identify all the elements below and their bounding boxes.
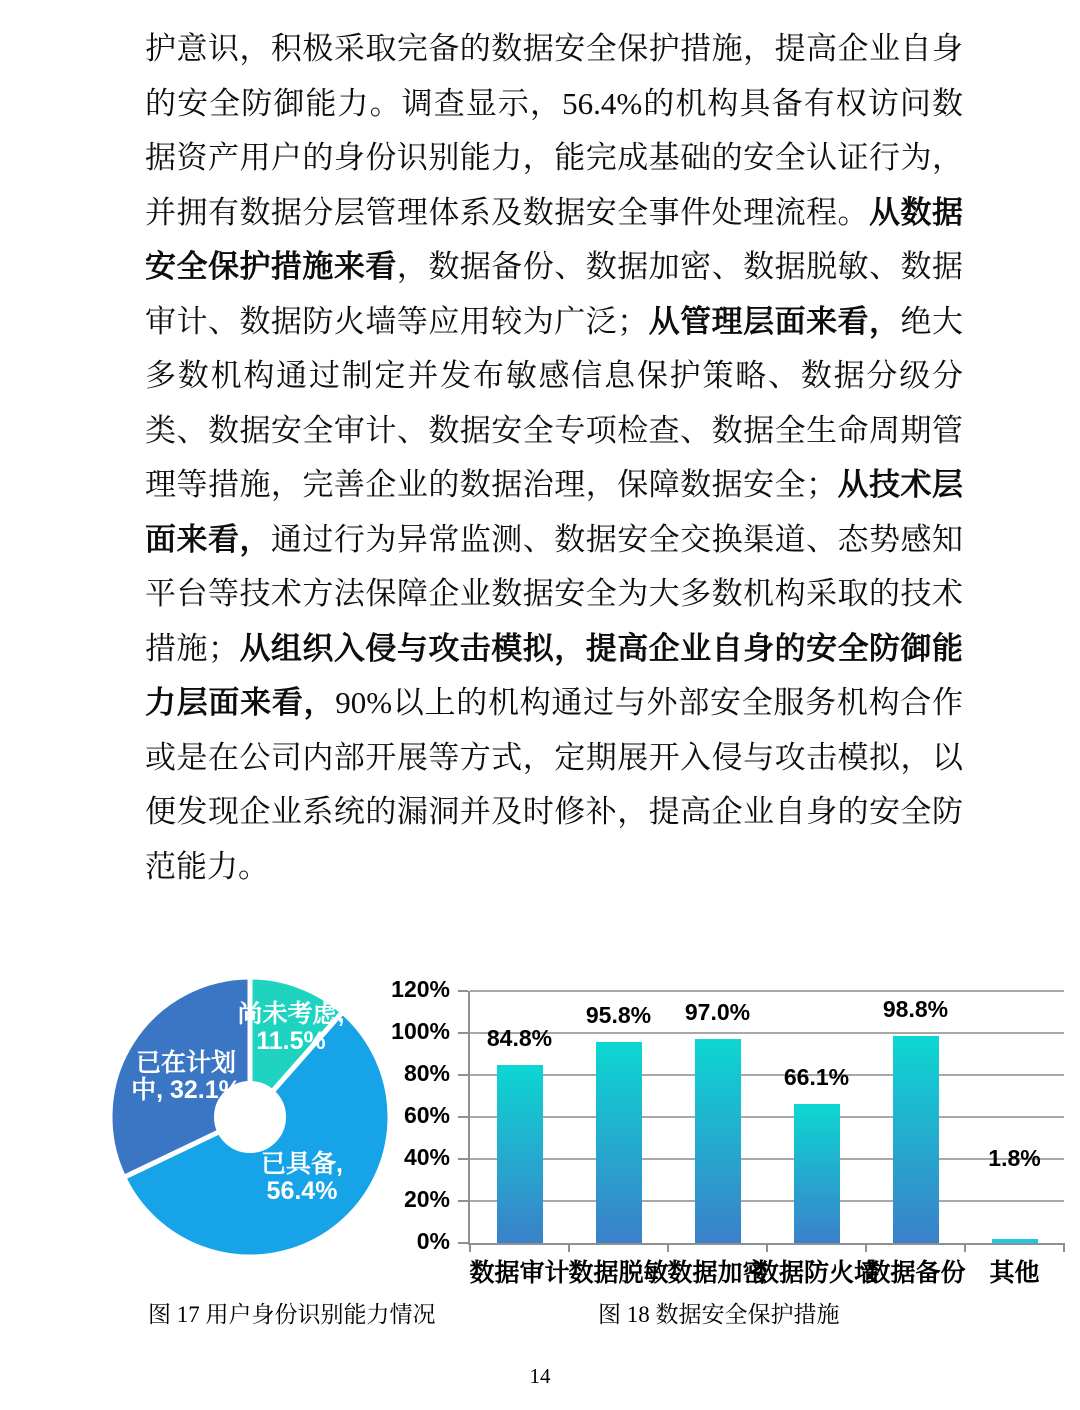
bar-数据脱敏 (596, 1042, 642, 1243)
bar-数据防火墙 (794, 1104, 840, 1243)
text-run: 90%以上的机构通过与外部安全服务机构合作或是在公司内部开展等方式，定期展开入侵与攻击模拟，以便发现企业系统的漏洞并及时修补，提高企业自身的安全防范能力。 (145, 685, 963, 884)
donut-hole (216, 1083, 284, 1151)
bar-data-label: 66.1% (783, 1064, 850, 1091)
bold-phrase: 从管理层面来看， (648, 303, 901, 339)
y-axis-tick-label: 80% (403, 1060, 450, 1086)
bar-chart-plot-area (391, 976, 1064, 1287)
x-axis-tick (766, 1243, 768, 1252)
y-axis-tick (458, 1158, 468, 1160)
pie-slice-label: 尚未考虑, 11.5% (237, 1000, 345, 1055)
page-number: 14 (529, 1364, 551, 1388)
bar-data-label: 98.8% (882, 995, 949, 1022)
x-axis-category-label: 数据防火墙 (753, 1259, 879, 1287)
x-axis-category-label: 数据加密 (667, 1259, 768, 1287)
bar-数据加密 (695, 1039, 741, 1243)
bar-其他 (992, 1239, 1038, 1243)
pie-chart-figure (90, 957, 410, 1277)
text-run: 绝大多数机构通过制定并发布敏感信息保护策略、数据分级分类、数据安全审计、数据安全专项检查、数据全生命周期管理等措施，完善企业的数据治理，保障数据安全； (145, 303, 964, 502)
gridline (470, 1116, 1064, 1118)
body-paragraph (145, 22, 963, 894)
gridline (470, 990, 1064, 992)
bar-chart-figure (391, 965, 1080, 1305)
bar-data-label: 95.8% (585, 1001, 652, 1028)
figure18-caption: 图 18 数据安全保护措施 (598, 1302, 840, 1327)
y-axis-tick (458, 1200, 468, 1202)
y-axis-tick-label: 40% (403, 1144, 450, 1170)
x-axis-category-label: 数据审计 (469, 1259, 570, 1287)
bar-data-label: 1.8% (988, 1145, 1041, 1171)
pie-slice-label: 已在计划 中, 32.1% (131, 1049, 241, 1104)
x-axis-category-label: 数据脱敏 (568, 1259, 669, 1287)
bold-phrase: 从组织入侵与攻击模拟，提高企业自身的安全防御能力层面来看， (145, 630, 964, 720)
bar-data-label: 84.8% (486, 1024, 553, 1051)
x-axis-tick (865, 1243, 867, 1252)
gridline (470, 1200, 1064, 1202)
text-run: ，数据备份、数据加密、数据脱敏、数据审计、数据防火墙等应用较为广泛； (145, 249, 964, 339)
text-run: 通过行为异常监测、数据安全交换渠道、态势感知平台等技术方法保障企业数据安全为大多数机构采取的技术措施； (145, 521, 963, 666)
x-axis-category-label: 数据备份 (865, 1259, 966, 1287)
x-axis-tick (1063, 1243, 1065, 1252)
bar-数据审计 (497, 1065, 543, 1243)
figure17-caption: 图 17 用户身份识别能力情况 (148, 1302, 436, 1327)
pie-chart (90, 957, 410, 1277)
x-axis-tick (964, 1243, 966, 1252)
y-axis-tick-label: 120% (391, 976, 450, 1002)
bar-data-label: 97.0% (684, 999, 751, 1026)
y-axis-tick (458, 990, 468, 992)
bold-phrase: 从技术层面来看， (145, 467, 963, 557)
y-axis-tick (458, 1116, 468, 1118)
y-axis-tick (458, 1242, 468, 1244)
y-axis-tick-label: 60% (403, 1102, 450, 1128)
x-axis-tick (667, 1243, 669, 1252)
text-run: 护意识，积极采取完备的数据安全保护措施，提高企业自身的安全防御能力。调查显示，56.4%的机构具备有权访问数据资产用户的身份识别能力，能完成基础的安全认证行为，并拥有数据分层管理体系及数据安全事件处理流程。 (145, 31, 963, 230)
bar-数据备份 (893, 1036, 939, 1243)
y-axis-tick-label: 0% (416, 1228, 450, 1254)
pie-slice-label: 已具备, 56.4% (261, 1150, 343, 1205)
bold-phrase: 从数据安全保护措施来看 (145, 194, 964, 284)
x-axis-category-label: 其他 (989, 1259, 1040, 1287)
y-axis-tick-label: 20% (403, 1186, 450, 1212)
x-axis-tick (469, 1243, 471, 1252)
y-axis-tick-label: 100% (391, 1018, 450, 1044)
x-axis-tick (568, 1243, 570, 1252)
y-axis-tick (458, 1074, 468, 1076)
